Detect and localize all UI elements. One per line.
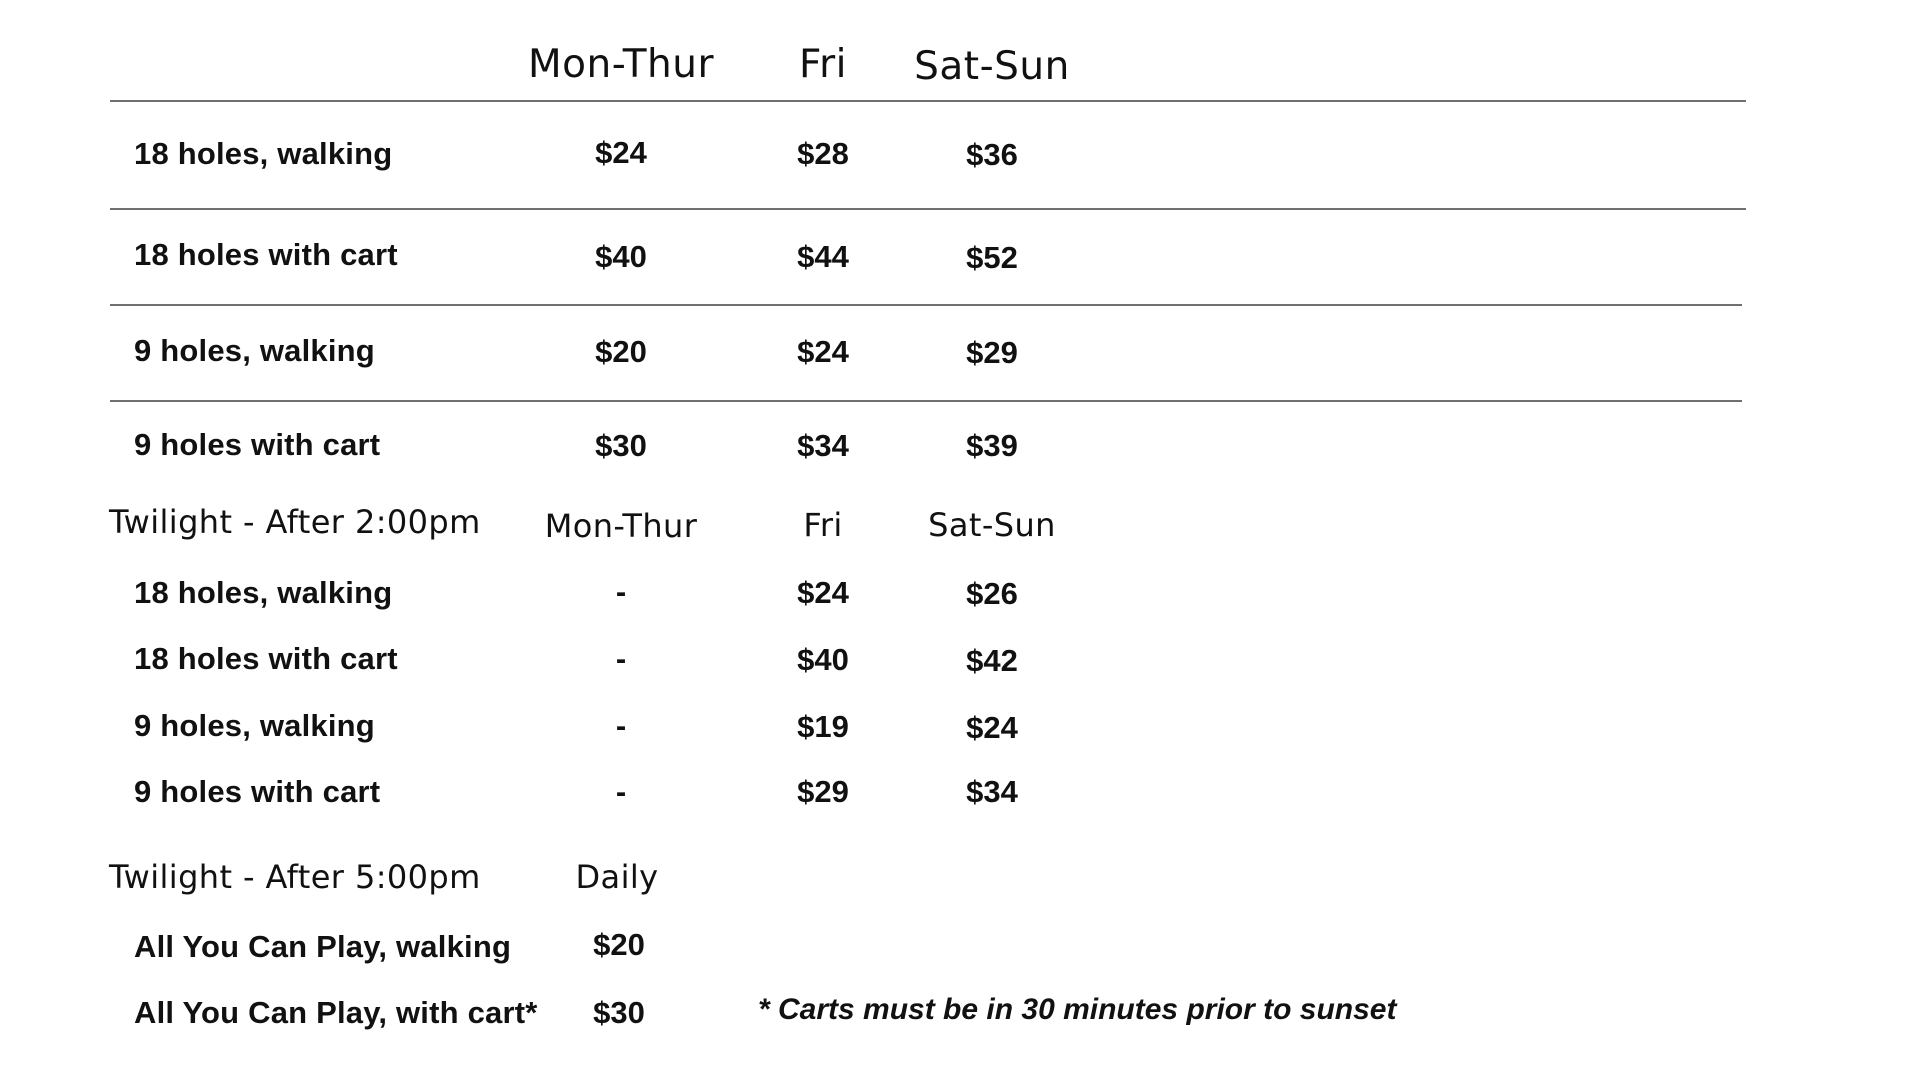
price-fri: $44 (797, 239, 849, 274)
price-sat-sun: $39 (966, 428, 1018, 463)
price-mon-thur: $20 (595, 334, 647, 369)
price-mon-thur: $40 (595, 239, 647, 274)
row-label: 18 holes with cart (134, 237, 398, 272)
twilight-2pm-title: Twilight - After 2:00pm (109, 503, 481, 541)
twilight-5pm-header-daily: Daily (575, 858, 659, 896)
price-fri: $28 (797, 136, 849, 171)
cart-footnote: * Carts must be in 30 minutes prior to sunset (758, 993, 1397, 1026)
row-label: 18 holes, walking (134, 575, 393, 610)
price-sat-sun: $29 (966, 335, 1018, 370)
price-daily: $30 (593, 995, 645, 1030)
header-fri: Fri (799, 42, 847, 87)
divider-header (110, 100, 1746, 102)
price-fri: $24 (797, 334, 849, 369)
price-fri: $34 (797, 428, 849, 463)
price-mon-thur: - (615, 708, 627, 743)
price-sat-sun: $34 (966, 774, 1018, 809)
divider-row-1 (110, 208, 1746, 210)
twilight-2pm-header-sat-sun: Sat-Sun (928, 506, 1056, 544)
twilight-2pm-header-fri: Fri (803, 506, 843, 544)
header-sat-sun: Sat-Sun (914, 44, 1070, 89)
row-label: 9 holes with cart (134, 427, 381, 462)
divider-row-2 (110, 304, 1742, 306)
price-sat-sun: $42 (966, 643, 1018, 678)
price-sat-sun: $26 (966, 576, 1018, 611)
header-mon-thur: Mon-Thur (527, 42, 715, 87)
price-mon-thur: - (615, 774, 627, 809)
twilight-2pm-header-mon-thur: Mon-Thur (544, 507, 698, 545)
row-label: 18 holes, walking (134, 136, 393, 171)
price-mon-thur: $30 (595, 428, 647, 463)
price-fri: $24 (797, 575, 849, 610)
row-label: 9 holes, walking (134, 333, 375, 368)
row-label: 9 holes, walking (134, 708, 375, 743)
price-fri: $29 (797, 774, 849, 809)
twilight-5pm-title: Twilight - After 5:00pm (109, 858, 481, 896)
price-sat-sun: $36 (966, 137, 1018, 172)
price-fri: $19 (797, 709, 849, 744)
row-label: 9 holes with cart (134, 774, 381, 809)
price-sat-sun: $24 (966, 710, 1018, 745)
row-label: 18 holes with cart (134, 641, 398, 676)
price-fri: $40 (797, 642, 849, 677)
row-label: All You Can Play, with cart* (134, 995, 538, 1030)
divider-row-3 (110, 400, 1742, 402)
price-sat-sun: $52 (966, 240, 1018, 275)
price-mon-thur: - (615, 574, 627, 609)
price-mon-thur: $24 (595, 135, 647, 170)
price-mon-thur: - (615, 641, 627, 676)
row-label: All You Can Play, walking (134, 929, 512, 964)
price-daily: $20 (593, 927, 645, 962)
